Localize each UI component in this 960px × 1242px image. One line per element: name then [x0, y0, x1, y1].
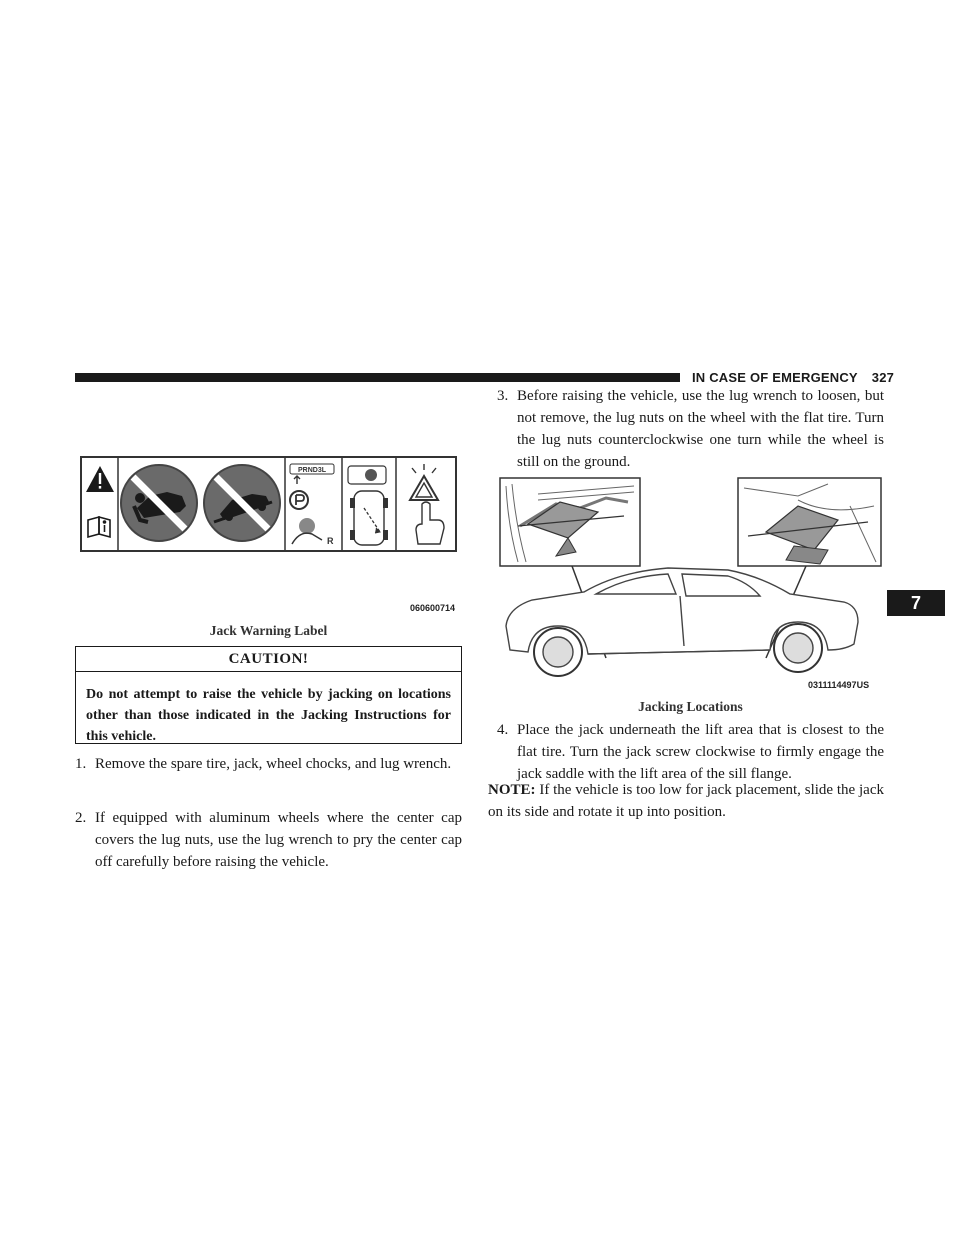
jack-warning-label-art: [82, 458, 455, 550]
step-number: 4.: [497, 722, 509, 738]
shifter-letters: PRND3L: [297, 467, 327, 474]
jacking-locations-figure: [498, 476, 883, 686]
jack-warning-label-figure: [80, 456, 457, 552]
note-label: NOTE:: [488, 782, 536, 798]
warning-triangle-icon: [86, 466, 114, 492]
chapter-tab: 7: [887, 590, 945, 616]
caution-text: Do not attempt to raise the vehicle by jacking on locations other than those indicated in the Jacking Instructions for this vehicle.: [86, 687, 451, 744]
step-number: 2.: [75, 810, 87, 826]
jacking-locations-art: [498, 476, 883, 686]
manual-book-icon: [88, 517, 110, 537]
page-header: [692, 370, 894, 385]
no-person-under-vehicle-icon: [121, 465, 197, 541]
step-text: Before raising the vehicle, use the lug wrench to loosen, but not remove, the lug nuts on the wheel with the flat tire. Turn the lug nuts counterclockwise one turn while the wheel is still on the ground.: [517, 388, 884, 470]
step-1: [75, 753, 462, 775]
caution-title: CAUTION!: [76, 647, 461, 672]
note-text: If the vehicle is too low for jack placement, slide the jack on its side and rotate it up into position.: [488, 782, 884, 820]
step-text: Remove the spare tire, jack, wheel chocks, and lug wrench.: [95, 756, 452, 772]
step-text: If equipped with aluminum wheels where the center cap covers the lug nuts, use the lug wrench to pry the center cap off carefully before raising the vehicle.: [95, 810, 462, 870]
car-side-view: [506, 568, 858, 676]
vehicle-jack-points-icon: [348, 466, 388, 545]
figure-caption: Jacking Locations: [638, 699, 743, 714]
step-4: [497, 719, 884, 785]
step-3: [497, 385, 884, 473]
figure-code: 060600714: [410, 603, 456, 613]
shift-to-park-icon: [290, 464, 334, 546]
header-rule: [75, 373, 680, 382]
page-number: 327: [871, 370, 895, 385]
step-text: Place the jack underneath the lift area that is closest to the flat tire. Turn the jack screw clockwise to firmly engage the jack saddle with the lift area of the sill flange.: [517, 722, 884, 782]
figure-caption: Jack Warning Label: [209, 623, 328, 638]
no-jacking-on-incline-icon: [204, 465, 280, 541]
hazard-button-icon: [410, 464, 444, 544]
note-paragraph: [488, 779, 884, 823]
figure-code: 0311114497US: [808, 680, 870, 690]
section-title: IN CASE OF EMERGENCY: [692, 370, 858, 385]
caution-box: [75, 646, 462, 744]
step-number: 3.: [497, 388, 509, 404]
step-number: 1.: [75, 756, 87, 772]
step-2: [75, 807, 462, 873]
svg-text:R: R: [327, 536, 334, 546]
